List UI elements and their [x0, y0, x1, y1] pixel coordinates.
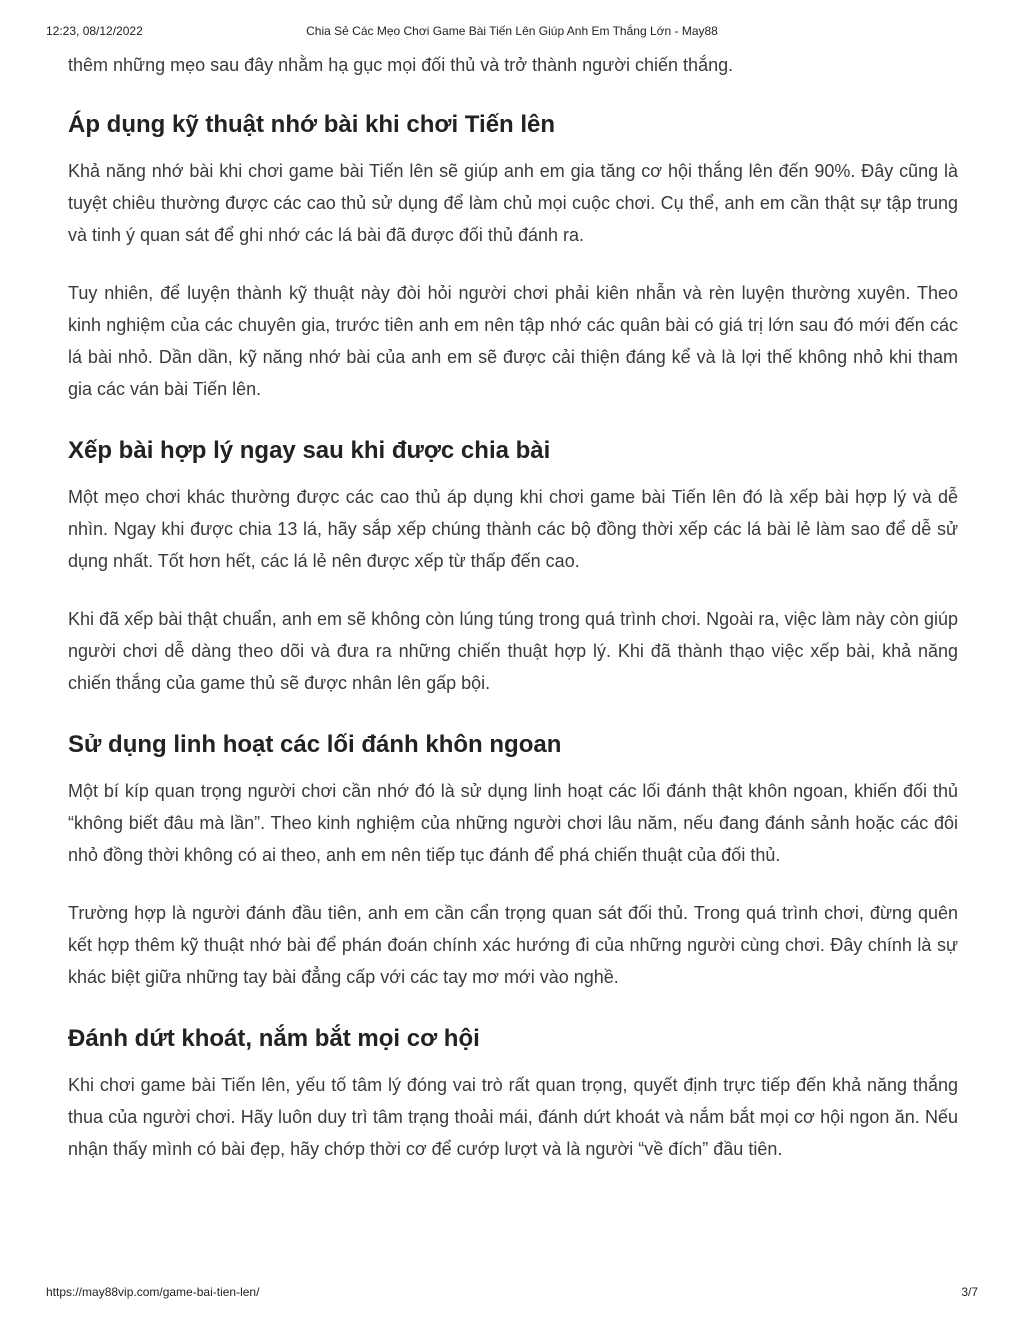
section-flexible-play [68, 729, 958, 993]
section-card-memory [68, 109, 958, 405]
section-paragraph: Một bí kíp quan trọng người chơi cần nhớ đó là sử dụng linh hoạt các lối đánh thật khôn ngoan, khiến đối thủ “không biết đâu mà lần”. Theo kinh nghiệm của những người chơi lâu năm, nếu đang đánh sảnh hoặc các đôi nhỏ đồng thời không có ai theo, anh em nên tiếp tục đánh để phá chiến thuật của đối thủ. [68, 781, 958, 865]
section-heading: Xếp bài hợp lý ngay sau khi được chia bài [68, 437, 551, 464]
print-datetime: 12:23, 08/12/2022 [46, 24, 143, 38]
section-arrange-cards [68, 435, 958, 699]
section-paragraph: Khi chơi game bài Tiến lên, yếu tố tâm lý đóng vai trò rất quan trọng, quyết định trực tiếp đến khả năng thắng thua của người chơi. Hãy luôn duy trì tâm trạng thoải mái, đánh dứt khoát và nắm bắt mọi cơ hội ngon ăn. Nếu nhận thấy mình có bài đẹp, hãy chớp thời cơ để cướp lượt và là người “về đích” đầu tiên. [68, 1075, 958, 1159]
print-page-title: Chia Sẻ Các Mẹo Chơi Game Bài Tiến Lên Giúp Anh Em Thắng Lớn - May88 [306, 24, 718, 38]
section-decisive-play [68, 1023, 958, 1165]
section-heading: Sử dụng linh hoạt các lối đánh khôn ngoan [68, 731, 562, 758]
page-number: 3/7 [961, 1285, 978, 1299]
print-footer [46, 1285, 978, 1301]
section-paragraph: Trường hợp là người đánh đầu tiên, anh em cần cẩn trọng quan sát đối thủ. Trong quá trình chơi, đừng quên kết hợp thêm kỹ thuật nhớ bài để phán đoán chính xác hướng đi của những người cùng chơi. Đây chính là sự khác biệt giữa những tay bài đẳng cấp với các tay mơ mới vào nghề. [68, 903, 958, 987]
print-header [46, 24, 978, 40]
section-paragraph: Khi đã xếp bài thật chuẩn, anh em sẽ không còn lúng túng trong quá trình chơi. Ngoài ra, việc làm này còn giúp người chơi dễ dàng theo dõi và đưa ra những chiến thuật hợp lý. Khi đã thành thạo việc xếp bài, khả năng chiến thắng của game thủ sẽ được nhân lên gấp bội. [68, 609, 958, 693]
intro-paragraph-tail: thêm những mẹo sau đây nhằm hạ gục mọi đối thủ và trở thành người chiến thắng. [68, 55, 734, 75]
section-heading: Áp dụng kỹ thuật nhớ bài khi chơi Tiến lên [68, 111, 556, 138]
section-paragraph: Khả năng nhớ bài khi chơi game bài Tiến lên sẽ giúp anh em gia tăng cơ hội thắng lên đến 90%. Đây cũng là tuyệt chiêu thường được các cao thủ sử dụng để làm chủ mọi cuộc chơi. Cụ thể, anh em cần thật sự tập trung và tinh ý quan sát để ghi nhớ các lá bài đã được đối thủ đánh ra. [68, 161, 958, 245]
section-paragraph: Tuy nhiên, để luyện thành kỹ thuật này đòi hỏi người chơi phải kiên nhẫn và rèn luyện thường xuyên. Theo kinh nghiệm của các chuyên gia, trước tiên anh em nên tập nhớ các quân bài có giá trị lớn sau đó mới đến các lá bài nhỏ. Dần dần, kỹ năng nhớ bài của anh em sẽ được cải thiện đáng kể và là lợi thế không nhỏ khi tham gia các ván bài Tiến lên. [68, 283, 958, 399]
section-heading: Đánh dứt khoát, nắm bắt mọi cơ hội [68, 1025, 480, 1052]
print-source-url: https://may88vip.com/game-bai-tien-len/ [46, 1285, 260, 1299]
section-paragraph: Một mẹo chơi khác thường được các cao thủ áp dụng khi chơi game bài Tiến lên đó là xếp bài hợp lý và dễ nhìn. Ngay khi được chia 13 lá, hãy sắp xếp chúng thành các bộ đồng thời xếp các lá bài lẻ làm sao để dễ sử dụng nhất. Tốt hơn hết, các lá lẻ nên được xếp từ thấp đến cao. [68, 487, 958, 571]
article-body [68, 49, 958, 1195]
